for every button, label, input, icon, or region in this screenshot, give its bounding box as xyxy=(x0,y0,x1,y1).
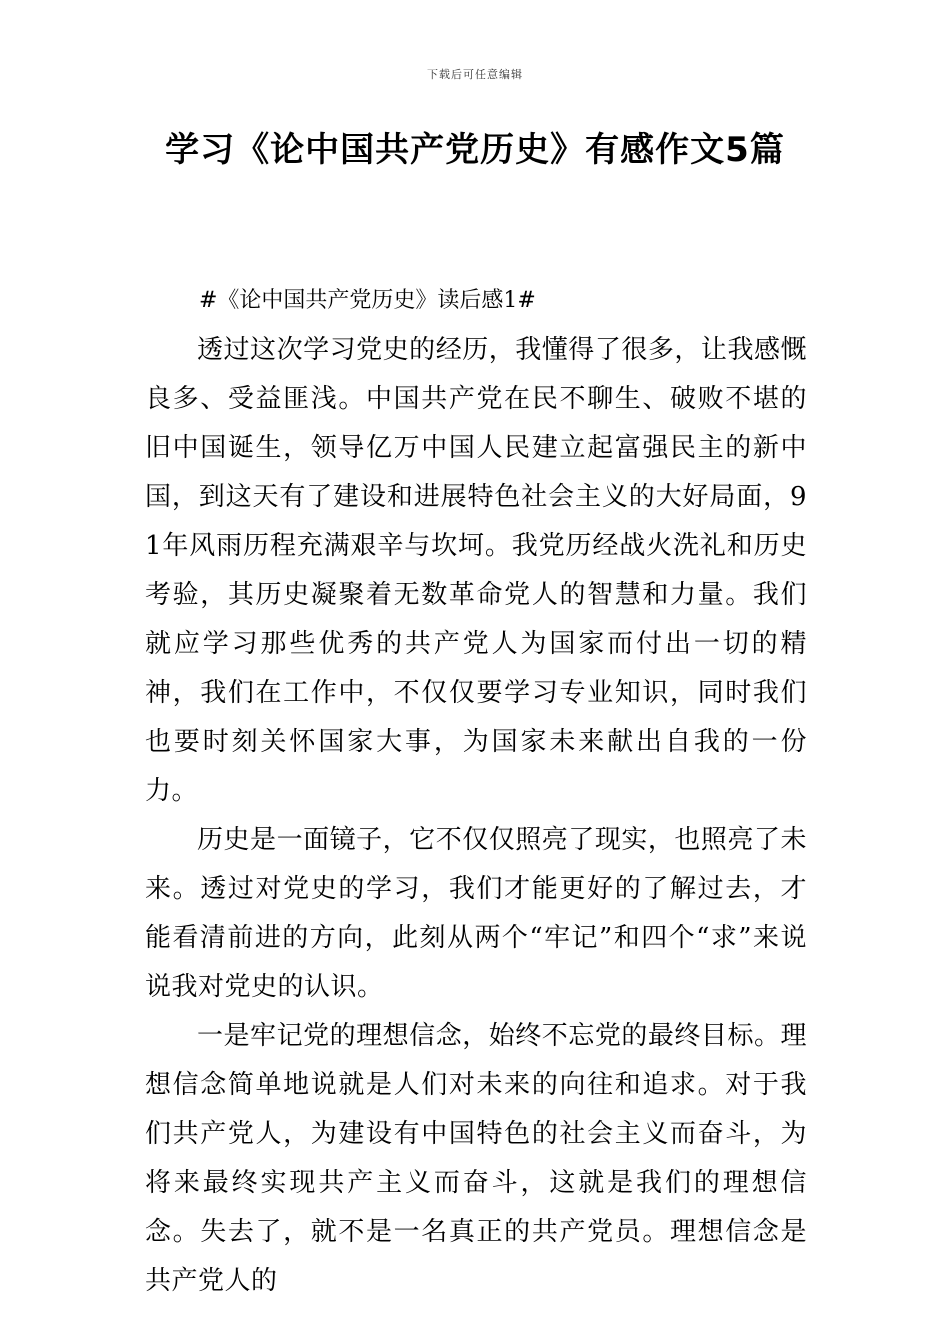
document-title: 学习《论中国共产党历史》有感作文5篇 xyxy=(165,130,785,170)
paragraph: 透过这次学习党史的经历，我懂得了很多，让我感慨良多、受益匪浅。中国共产党在民不聊生、破败不堪的旧中国诞生，领导亿万中国人民建立起富强民主的新中国，到这天有了建设和进展特色社会主义的大好局面，91年风雨历程充满艰辛与坎坷。我党历经战火洗礼和历史考验，其历史凝聚着无数革命党人的智慧和力量。我们就应学习那些优秀的共产党人为国家而付出一切的精神，我们在工作中，不仅仅要学习专业知识，同时我们也要时刻关怀国家大事，为国家未来献出自我的一份力。 xyxy=(145,335,807,806)
paragraph: 历史是一面镜子，它不仅仅照亮了现实，也照亮了未来。透过对党史的学习，我们才能更好的了解过去，才能看清前进的方向，此刻从两个“牢记”和四个“求”来说说我对党史的认识。 xyxy=(145,825,807,1002)
header-note: 下载后可任意编辑 xyxy=(427,68,523,81)
document-body xyxy=(145,276,807,1306)
paragraph: 一是牢记党的理想信念，始终不忘党的最终目标。理想信念简单地说就是人们对未来的向往和追求。对于我们共产党人，为建设有中国特色的社会主义而奋斗，为将来最终实现共产主义而奋斗，这就是我们的理想信念。失去了，就不是一名真正的共产党员。理想信念是共产党人的 xyxy=(145,1021,807,1296)
section-heading: #《论中国共产党历史》读后感1# xyxy=(199,288,536,313)
